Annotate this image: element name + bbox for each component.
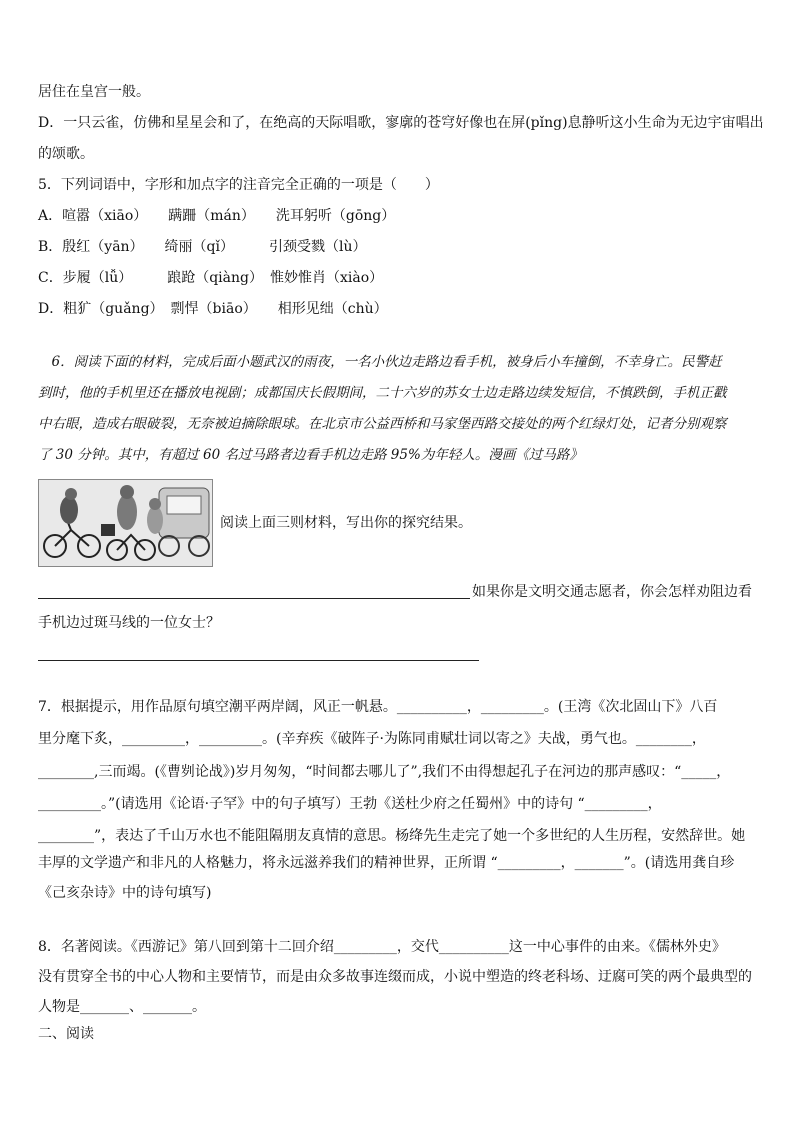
question-7-line: ________,三而竭。(《曹刿论战》)岁月匆匆，“时间都去哪儿了”,我们不由得想起孔子在河边的那声感叹：“_____， bbox=[38, 764, 731, 780]
question-8-line: 8．名著阅读。《西游记》第八回到第十二回介绍_________，交代__________这一中心事件的由来。《儒林外史》 bbox=[38, 939, 726, 955]
question-7-line: 丰厚的文学遗产和非凡的人格魅力，将永远滋养我们的精神世界，正所谓 “_________，_______”。(请选用龚自珍 bbox=[38, 855, 735, 871]
question-8-line: 没有贯穿全书的中心人物和主要情节，而是由众多故事连缀而成，小说中塑造的终老科场、迂腐可笑的两个最典型的 bbox=[38, 969, 752, 985]
answer-blank-line[interactable] bbox=[38, 660, 479, 661]
question-6-subquestion: 如果你是文明交通志愿者，你会怎样劝阻边看 bbox=[472, 584, 752, 600]
question-5-option-c: C．步履（lǚ） 踉跄（qiàng） 惟妙惟肖（xiào） bbox=[38, 270, 384, 286]
question-5-stem: 5．下列词语中，字形和加点字的注音完全正确的一项是（ ） bbox=[38, 177, 439, 193]
question-5-option-d: D．粗犷（guǎng） 剽悍（biāo） 相形见绌（chù） bbox=[38, 301, 388, 317]
question-5-option-a: A．喧嚣（xiāo） 蹒跚（mán） 洗耳躬听（gōng） bbox=[38, 208, 396, 224]
section-heading: 二、阅读 bbox=[38, 1026, 94, 1042]
comic-image bbox=[38, 479, 213, 567]
cyclists-illustration-icon bbox=[39, 480, 212, 566]
question-5-option-b: B．殷红（yān） 绮丽（qǐ） 引颈受戮（lù） bbox=[38, 239, 367, 255]
answer-blank-line[interactable] bbox=[38, 598, 470, 599]
question-6-material: 6．阅读下面的材料，完成后面小题武汉的雨夜，一名小伙边走路边看手机，被身后小车撞倒，不幸身亡。民警赶 bbox=[38, 354, 722, 370]
question-7-line: ________”，表达了千山万水也不能阻隔朋友真情的意思。杨绛先生走完了她一个多世纪的人生历程，安然辞世。她 bbox=[38, 828, 746, 844]
text-line: 的颂歌。 bbox=[38, 146, 94, 162]
question-6-material: 到时，他的手机里还在播放电视剧；成都国庆长假期间，二十六岁的苏女士边走路边续发短信，不慎跌倒，手机正戳 bbox=[38, 385, 727, 401]
question-7-line: _________。”(请选用《论语·子罕》中的句子填写）王勃《送杜少府之任蜀州》中的诗句 “_________， bbox=[38, 796, 662, 812]
question-8-line: 人物是_______、_______。 bbox=[38, 999, 206, 1015]
question-6-read-prompt: 阅读上面三则材料，写出你的探究结果。 bbox=[220, 515, 472, 531]
text-line: 居住在皇宫一般。 bbox=[38, 84, 150, 100]
option-d-line: D．一只云雀，仿佛和星星会和了，在绝高的天际唱歌，寥廓的苍穹好像也在屏(pǐng)息静听这小生命为无边宇宙唱出 bbox=[38, 115, 764, 131]
question-6-subquestion: 手机边过斑马线的一位女士？ bbox=[38, 615, 220, 631]
question-6-material: 了 30 分钟。其中，有超过 60 名过马路者边看手机边走路 95%为年轻人。漫画《过马路》 bbox=[38, 447, 583, 463]
question-7-line: 《己亥杂诗》中的诗句填写) bbox=[38, 885, 212, 901]
question-7-line: 7．根据提示，用作品原句填空潮平两岸阔，风正一帆悬。__________，_________。(王湾《次北固山下》八百 bbox=[38, 699, 718, 715]
question-7-line: 里分麾下炙，_________，_________。(辛弃疾《破阵子·为陈同甫赋壮词以寄之》夫战，勇气也。________， bbox=[38, 731, 706, 747]
question-6-material: 中右眼，造成右眼破裂，无奈被迫摘除眼球。在北京市公益西桥和马家堡西路交接处的两个红绿灯处，记者分别观察 bbox=[38, 416, 727, 432]
